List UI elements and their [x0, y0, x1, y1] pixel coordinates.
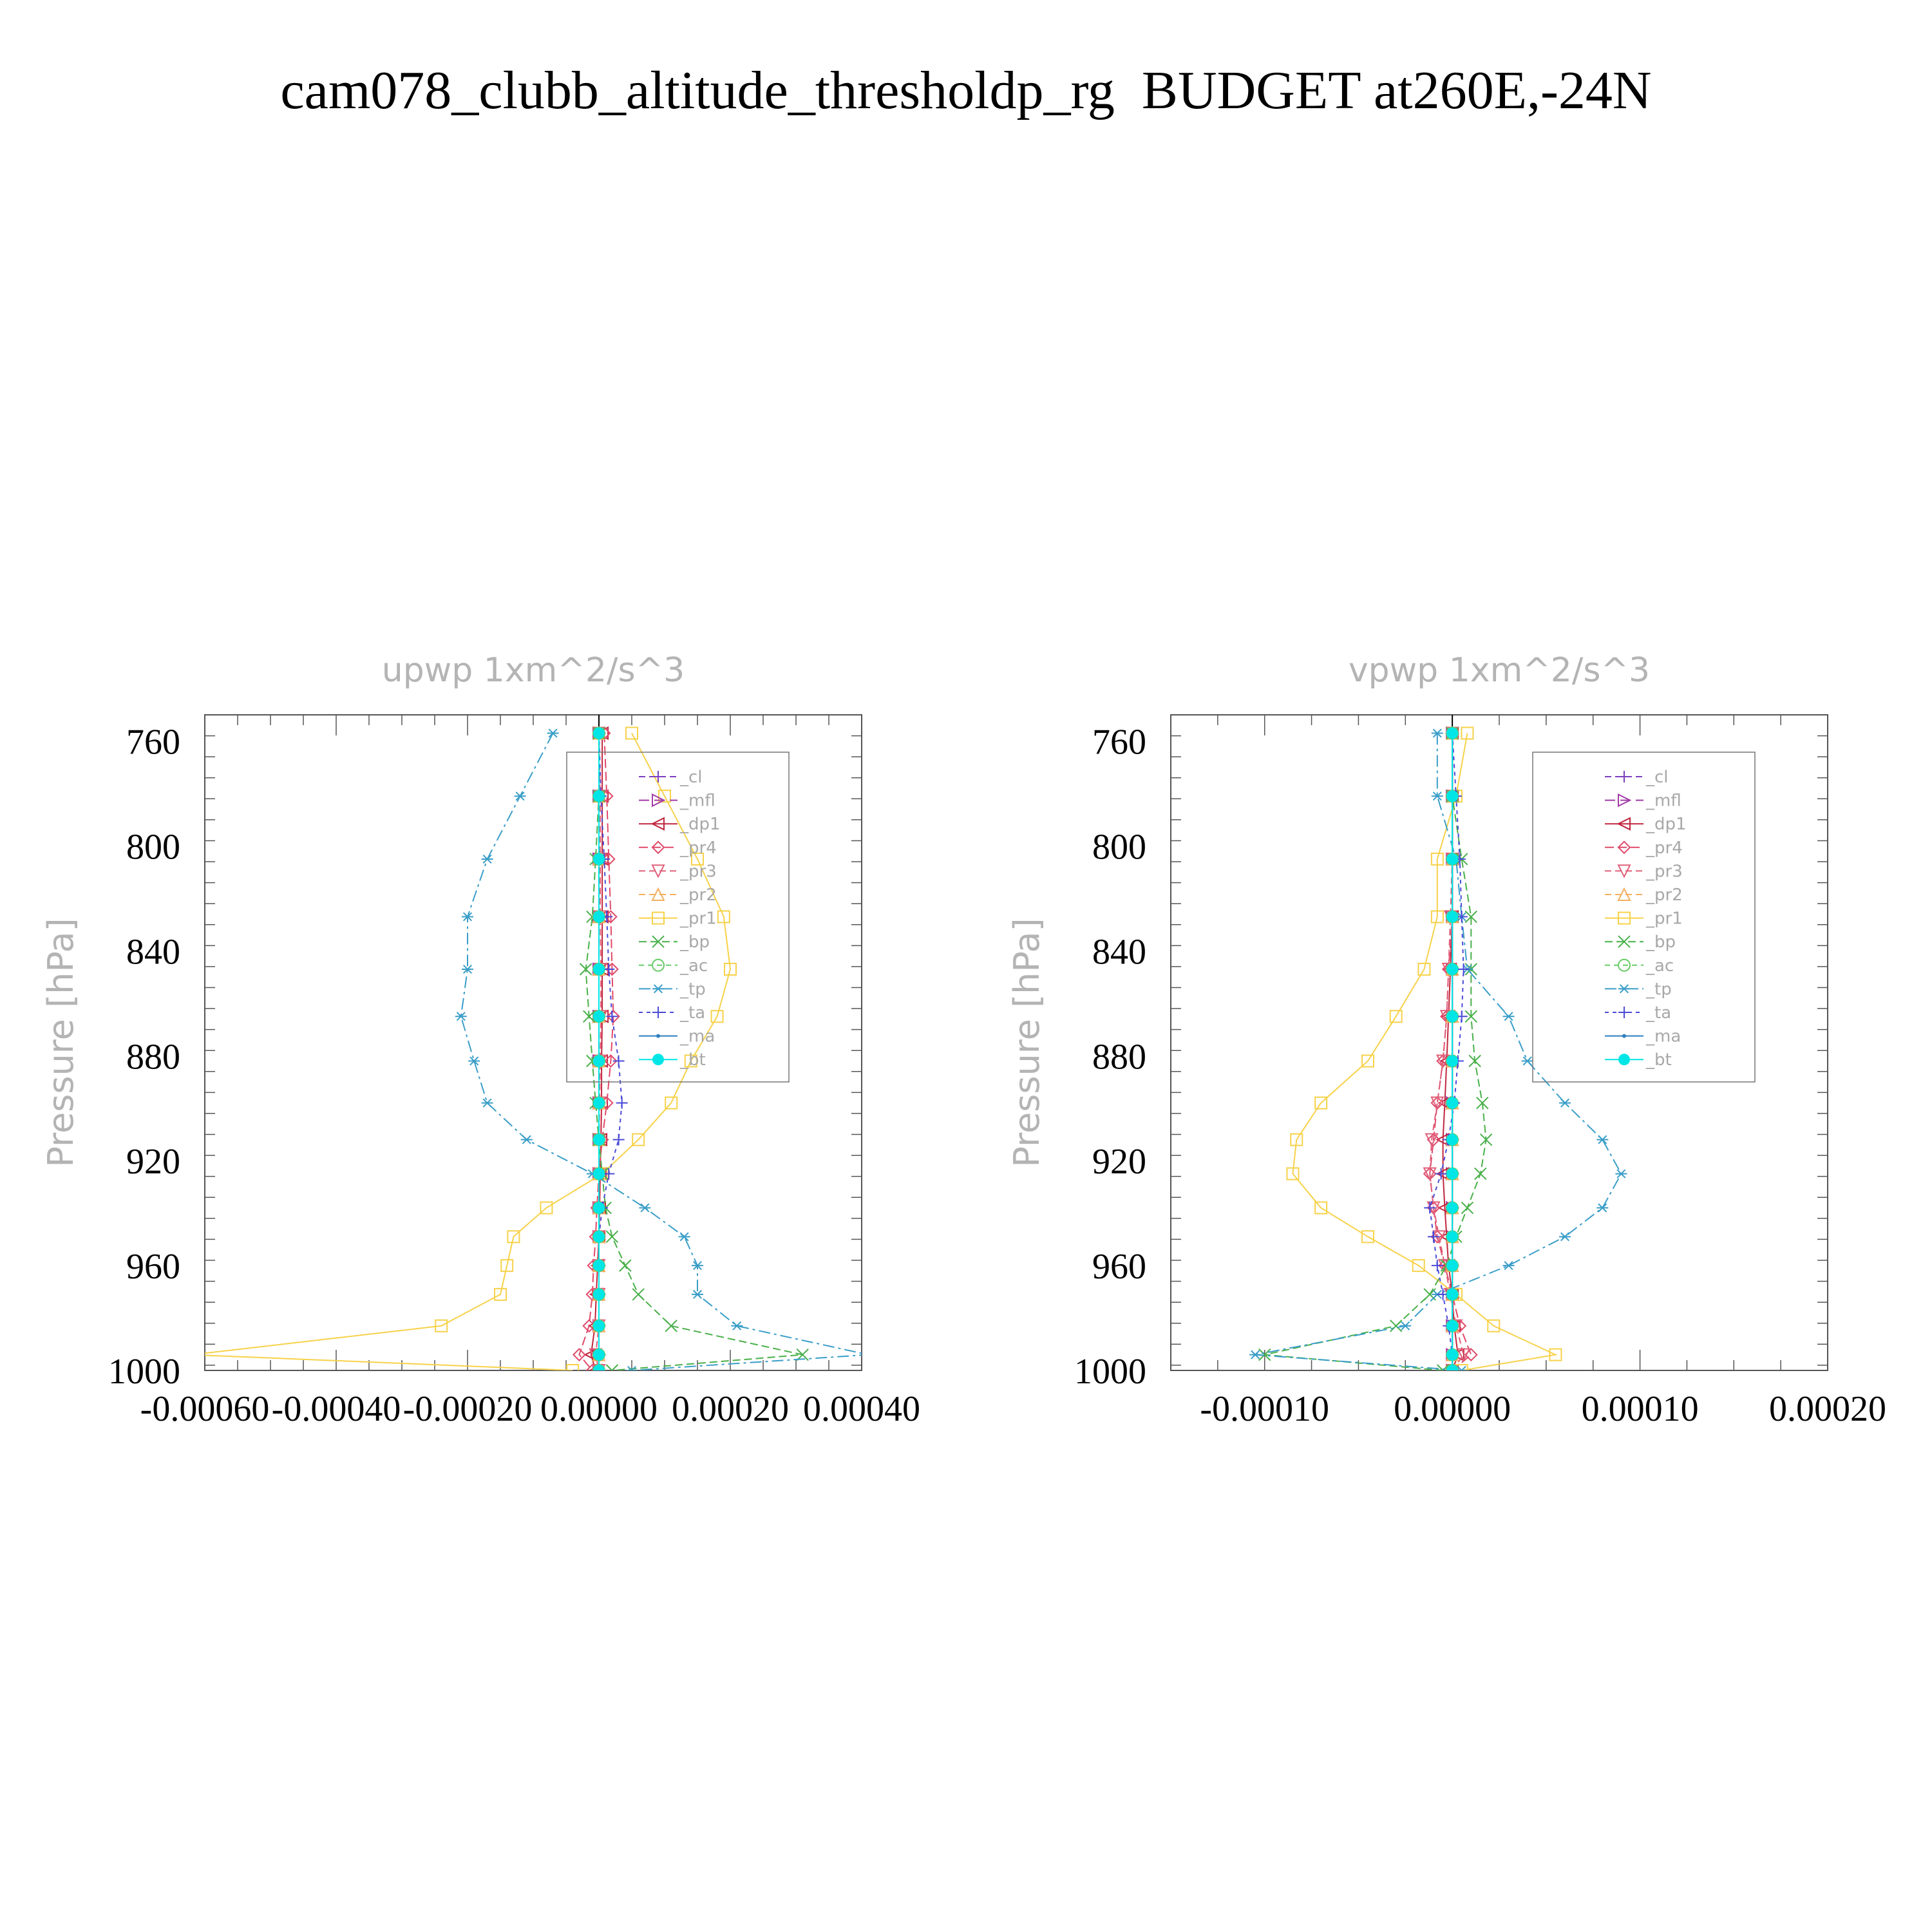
- data-point: [613, 1056, 625, 1067]
- x-tick-label: 0.00020: [672, 1389, 789, 1429]
- data-point: [593, 790, 605, 802]
- data-point: [613, 1134, 625, 1146]
- legend-item-ac: [1605, 956, 1674, 976]
- legend-label: _tp: [680, 980, 706, 999]
- series-line: [1430, 734, 1471, 1371]
- data-point: [593, 1320, 605, 1332]
- legend-item-ma: [639, 1027, 715, 1046]
- data-point: [1446, 1349, 1458, 1361]
- series-line: [1443, 734, 1458, 1371]
- legend-item-ta: [1605, 1003, 1671, 1023]
- legend-marker: [1618, 1007, 1630, 1018]
- legend-label: _cl: [680, 768, 703, 787]
- y-tick-label: 1000: [108, 1352, 180, 1392]
- series-dp1: [1437, 728, 1464, 1376]
- legend-marker: [652, 985, 664, 993]
- series-dp1: [585, 728, 608, 1376]
- legend-label: _ma: [1646, 1027, 1681, 1046]
- data-point: [1446, 1289, 1458, 1300]
- data-point: [482, 855, 493, 864]
- y-tick-label: 920: [126, 1142, 180, 1182]
- y-tick-label: 800: [126, 827, 180, 867]
- series-pr4: [573, 728, 619, 1376]
- legend-label: _pr1: [1646, 909, 1683, 929]
- data-point: [665, 1320, 677, 1332]
- data-point: [1249, 1350, 1261, 1359]
- y-tick-label: 920: [1092, 1142, 1146, 1182]
- legend-item-pr1: [639, 909, 717, 929]
- x-tick-label: 0.00020: [1769, 1389, 1886, 1429]
- legend-marker: [652, 1054, 664, 1065]
- data-point: [468, 1057, 480, 1065]
- data-point: [593, 1202, 605, 1214]
- legend-label: _ac: [680, 956, 708, 976]
- data-point: [1503, 1262, 1515, 1270]
- plot-frame: [1171, 715, 1828, 1370]
- legend-label: _pr2: [1646, 886, 1683, 905]
- legend-item-pr1: [1605, 909, 1683, 929]
- legend-label: _ac: [1646, 956, 1674, 976]
- series-line: [1293, 734, 1555, 1371]
- legend-item-cl: [639, 768, 703, 787]
- series-bp: [1259, 728, 1492, 1376]
- legend-marker: [652, 1007, 664, 1018]
- legend-label: _pr4: [680, 838, 717, 858]
- y-tick-label: 880: [1092, 1037, 1146, 1077]
- legend-item-mfl: [639, 791, 715, 811]
- panel-title: vpwp 1xm^2/s^3: [1348, 651, 1651, 690]
- data-point: [1446, 728, 1458, 739]
- legend-label: _bp: [1646, 933, 1676, 952]
- data-point: [1446, 1010, 1458, 1022]
- data-point: [679, 1233, 690, 1241]
- legend-label: _bp: [680, 933, 710, 952]
- y-tick-label: 840: [126, 932, 180, 972]
- data-point: [632, 1289, 644, 1300]
- data-point: [593, 1097, 605, 1109]
- data-point: [482, 1099, 493, 1107]
- legend-marker: [656, 1034, 660, 1038]
- data-point: [1596, 1135, 1608, 1144]
- legend-item-pr3: [639, 862, 717, 881]
- legend-box: [1533, 752, 1755, 1082]
- data-point: [1615, 1170, 1627, 1178]
- series-pr3: [590, 728, 607, 1376]
- legend-label: _dp1: [680, 815, 721, 835]
- series-line: [579, 734, 613, 1371]
- legend-item-pr2: [639, 886, 717, 905]
- data-point: [1432, 1260, 1443, 1271]
- series-pr1: [1287, 728, 1561, 1376]
- x-tick-label: -0.00020: [402, 1389, 533, 1429]
- legend-item-cl: [1605, 768, 1669, 787]
- series-bt: [593, 728, 605, 1376]
- plot-frame: [205, 715, 862, 1370]
- figure-title: cam078_clubb_altitude_thresholdp_rg BUDGET at260E,-24N: [280, 61, 1652, 120]
- legend-label: _cl: [1646, 768, 1669, 787]
- data-point: [593, 1134, 605, 1146]
- data-point: [620, 1260, 631, 1271]
- data-point: [593, 963, 605, 975]
- data-point: [1446, 1231, 1458, 1242]
- data-point: [1461, 1202, 1473, 1214]
- data-point: [593, 1260, 605, 1271]
- legend-label: _pr3: [680, 862, 717, 882]
- legend-item-bt: [1605, 1050, 1672, 1070]
- data-point: [862, 1350, 874, 1359]
- legend-item-pr4: [639, 838, 717, 858]
- legend-marker: [1618, 985, 1630, 993]
- legend-item-pr3: [1605, 862, 1683, 881]
- legend-label: _ta: [1646, 1003, 1672, 1023]
- y-axis-label: Pressure [hPa]: [41, 918, 81, 1168]
- data-point: [593, 1010, 605, 1022]
- legend-item-ma: [1605, 1027, 1681, 1046]
- legend-marker: [1618, 771, 1630, 782]
- legend-item-bt: [639, 1050, 706, 1070]
- data-point: [593, 728, 605, 739]
- data-point: [1481, 1134, 1492, 1146]
- legend-item-dp1: [1605, 815, 1687, 834]
- y-axis-label: Pressure [hPa]: [1007, 918, 1047, 1168]
- legend-label: _mfl: [1646, 791, 1681, 811]
- y-tick-label: 800: [1092, 827, 1146, 867]
- data-point: [593, 1231, 605, 1242]
- x-tick-label: 0.00000: [540, 1389, 658, 1429]
- y-tick-label: 840: [1092, 932, 1146, 972]
- data-point: [1446, 1202, 1458, 1214]
- legend-label: _ma: [680, 1027, 715, 1046]
- data-point: [1446, 1260, 1458, 1271]
- legend-item-bp: [1605, 933, 1676, 952]
- data-point: [593, 1168, 605, 1180]
- data-point: [593, 1289, 605, 1300]
- data-point: [593, 1056, 605, 1067]
- legend-item-bp: [639, 933, 710, 952]
- y-tick-label: 1000: [1074, 1352, 1146, 1392]
- data-point: [593, 1349, 605, 1361]
- legend-item-mfl: [1605, 791, 1681, 811]
- legend-label: _pr1: [680, 909, 717, 929]
- data-point: [1559, 1099, 1571, 1107]
- legend-label: _bt: [680, 1050, 706, 1070]
- y-tick-label: 960: [1092, 1247, 1146, 1287]
- data-point: [1446, 1134, 1458, 1146]
- series-line: [192, 734, 730, 1371]
- legend-item-dp1: [639, 815, 721, 834]
- legend-marker: [652, 771, 664, 782]
- x-tick-label: 0.00000: [1394, 1389, 1511, 1429]
- data-point: [1446, 1320, 1458, 1332]
- x-tick-label: -0.00060: [140, 1389, 270, 1429]
- x-tick-label: 0.00010: [1581, 1389, 1699, 1429]
- x-tick-label: 0.00040: [803, 1389, 920, 1429]
- legend-item-pr2: [1605, 886, 1683, 905]
- data-point: [1446, 1168, 1458, 1180]
- data-point: [616, 1097, 628, 1109]
- data-point: [1446, 911, 1458, 923]
- legend-label: _mfl: [680, 791, 715, 811]
- y-tick-label: 760: [126, 722, 180, 762]
- legend-label: _ta: [680, 1003, 706, 1023]
- legend-item-pr4: [1605, 838, 1683, 858]
- data-point: [521, 1135, 533, 1144]
- data-point: [1399, 1321, 1411, 1330]
- legend-label: _pr4: [1646, 838, 1683, 858]
- data-point: [1446, 1365, 1458, 1376]
- legend-marker: [1622, 1034, 1626, 1038]
- data-point: [1446, 963, 1458, 975]
- data-point: [1446, 1097, 1458, 1109]
- vpwp-panel: [966, 0, 1932, 1932]
- x-tick-label: -0.00010: [1200, 1389, 1330, 1429]
- legend-marker: [1618, 1054, 1630, 1065]
- legend-item-ac: [639, 956, 708, 976]
- legend-label: _bt: [1646, 1050, 1672, 1070]
- data-point: [1446, 1056, 1458, 1067]
- data-point: [1475, 1168, 1486, 1180]
- data-point: [1522, 1057, 1533, 1065]
- panel-title: upwp 1xm^2/s^3: [381, 651, 685, 690]
- data-point: [593, 853, 605, 865]
- data-point: [606, 1231, 618, 1242]
- y-tick-label: 960: [126, 1247, 180, 1287]
- legend-label: _dp1: [1646, 815, 1687, 835]
- legend-label: _pr2: [680, 886, 717, 905]
- x-tick-label: -0.00040: [271, 1389, 401, 1429]
- series-line: [1255, 734, 1621, 1371]
- data-point: [1446, 853, 1458, 865]
- legend-label: _pr3: [1646, 862, 1683, 882]
- legend-item-tp: [639, 980, 706, 999]
- legend-item-tp: [1605, 980, 1672, 999]
- data-point: [186, 1349, 198, 1361]
- legend-item-ta: [639, 1003, 705, 1023]
- data-point: [593, 911, 605, 923]
- series-tp: [1249, 729, 1627, 1374]
- legend: [1533, 752, 1755, 1082]
- data-point: [1446, 790, 1458, 802]
- data-point: [547, 729, 559, 737]
- data-point: [1503, 1012, 1515, 1021]
- series-line: [599, 734, 622, 1371]
- y-tick-label: 760: [1092, 722, 1146, 762]
- legend-label: _tp: [1646, 980, 1672, 999]
- data-point: [593, 1365, 605, 1376]
- data-point: [692, 1291, 703, 1299]
- y-tick-label: 880: [126, 1037, 180, 1077]
- data-point: [515, 792, 526, 800]
